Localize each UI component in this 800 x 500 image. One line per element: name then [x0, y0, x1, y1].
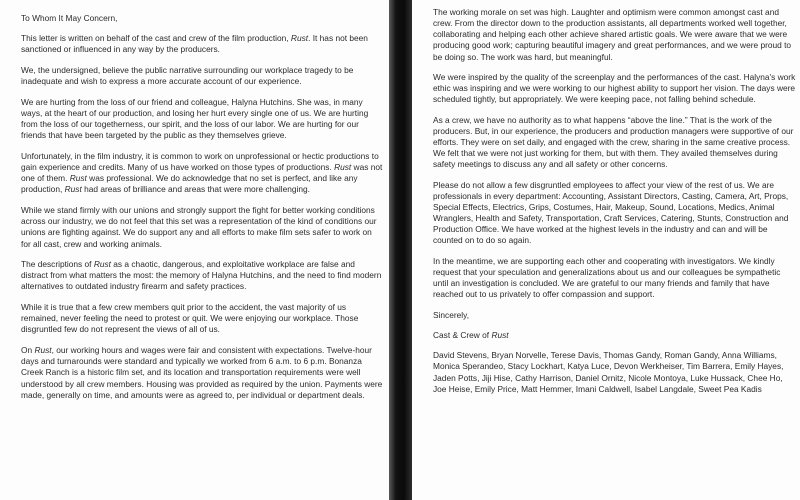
paragraph [433, 115, 796, 171]
paragraph [21, 345, 383, 401]
paragraph [21, 151, 383, 196]
paragraph-text: This letter is written on behalf of the cast and crew of the film production, [21, 33, 291, 44]
paragraph-text: As a crew, we have no authority as to what happens “above the line.” That is the work of the producers. But, in our experience, the producers and production managers were supportive of our efforts. They were on set daily, and engaged with the crew, sharing in the same creative process. We felt that we were not just working for them, but with them. They availed themselves during safety meetings to discuss any and all safety or other concerns. [433, 114, 794, 170]
paragraph-text: We were inspired by the quality of the screenplay and the performances of the cast. Halyna's work ethic was inspiring and we were working to our highest ability to support her vision. The days were scheduled tightly, but appropriately. We were keeping pace, not falling behind schedule. [433, 71, 796, 105]
film-title: Rust [69, 173, 87, 184]
paragraph-text: , our working hours and wages were fair and consistent with expectations. Twelve-hour days and turnarounds were standard and typically we worked from 6 a.m. to 6 p.m. Bonanza Creek Ranch is a historic film set, and its location and transportation requirements were well understood by all crew members. Housing was provided as required by the union. Payments were made, generally on time, and amounts were as agreed to, per individual or department deals. [21, 345, 383, 400]
paragraph [21, 65, 383, 87]
paragraph-text: was not one of them. [21, 162, 383, 184]
page-gutter [389, 0, 412, 500]
paragraph-text: was professional. We do acknowledge that no set is perfect, and like any production, [21, 173, 358, 195]
right-paragraphs [433, 7, 796, 300]
paragraph-text: Please do not allow a few disgruntled employees to affect your view of the rest of us. We are professionals in every department: Accounting, Assistant Directors, Casting, Camera, Art, Props, Special Effects, Electrics, Grips, Costumes, Hair, Makeup, Sound, Locations, Medics, Animal Wranglers, Health and Safety, Transportation, Craft Services, Catering, Stunts, Construction and Production Office. We have worked at the highest levels in the industry and can and will be counted on to do so again. [433, 179, 789, 246]
paragraph-text: . It has not been sanctioned or influenced in any way by the producers. [21, 33, 368, 55]
paragraph-text: On [21, 345, 35, 356]
paragraph [433, 180, 796, 247]
salutation: To Whom It May Concern, [21, 13, 118, 23]
paragraph [433, 7, 796, 63]
film-title: Rust [334, 162, 352, 173]
paragraph [21, 33, 383, 55]
paragraph-text: While it is true that a few crew members quit prior to the accident, the vast majority of us remained, never feeling the need to protest or quit. We were enjoying our workplace. Those disgruntled few do not represent the views of all of us. [21, 302, 359, 335]
paragraph-text: In the meantime, we are supporting each other and cooperating with investigators. We kindly request that your speculation and generalizations about us and our colleagues be sympathetic until an investigation is concluded. We are grateful to our many friends and family that have reached out to us privately to offer compassion and support. [433, 255, 781, 300]
paragraph-text: had areas of brilliance and areas that were more challenging. [81, 184, 310, 195]
signature-line [433, 330, 796, 341]
signature-prefix: Cast & Crew of [433, 329, 492, 340]
paragraph-text: The working morale on set was high. Laughter and optimism were common amongst cast and crew. From the director down to the production assistants, all departments worked well together, collaborating and helping each other achieve shared artistic goals. We were aware that we were producing good work; capturing beautiful imagery and great performances, and we were proud to be doing so. The work was hard, but meaningful. [433, 7, 792, 62]
film-title: Rust [93, 259, 111, 270]
paragraph [21, 259, 383, 292]
film-title: Rust [64, 184, 82, 195]
closing: Sincerely, [433, 309, 470, 320]
paragraph [433, 256, 796, 301]
signatories: David Stevens, Bryan Norvelle, Terese Davis, Thomas Gandy, Roman Gandy, Anna Williams, Monica Sperandeo, Stacy Lockhart, Katya Luce, Devon Werkheiser, Tim Barrera, Emily Hayes, Jaden Potts, Jiji Hise, Cathy Harrison, Daniel Ornitz, Nicole Montoya, Luke Hussack, Chee Ho, Joe Heise, Emily Price, Matt Hemmer, Imani Caldwell, Isabel Langdale, Sweet Pea Kadis [433, 350, 784, 394]
paragraph-text: The descriptions of [21, 259, 94, 270]
left-paragraphs [21, 33, 383, 401]
film-title: Rust [34, 345, 52, 356]
film-title: Rust [290, 33, 309, 44]
paragraph-text: We, the undersigned, believe the public narrative surrounding our workplace tragedy to be inadequate and wish to express a more accurate account of our experience. [21, 64, 354, 87]
paragraph [21, 302, 383, 335]
paragraph [21, 205, 383, 250]
paragraph-text: While we stand firmly with our unions and strongly support the fight for better working conditions across our industry, we do not feel that this set was a representation of the kind of conditions our unions are fighting against. We do support any and all efforts to make film sets safer to work on for all cast, crew and working animals. [21, 205, 377, 249]
page-right [412, 0, 800, 500]
paragraph-text: as a chaotic, dangerous, and exploitative workplace are false and distract from what matters the most: the memory of Halyna Hutchins, and the need to find modern alternatives to outdated industry firearm and safety practices. [21, 259, 382, 292]
paragraph-text: Unfortunately, in the film industry, it is common to work on unprofessional or hectic productions to gain experience and credits. Many of us have worked on those types of productions. [21, 150, 379, 173]
page-left [0, 0, 389, 500]
paragraph [433, 72, 796, 105]
paragraph [21, 97, 383, 142]
paragraph-text: We are hurting from the loss of our friend and colleague, Halyna Hutchins. She was, in many ways, at the heart of our production, and losing her hurt every single one of us. We are hurting from the loss of our togetherness, our spirit, and the loss of our labor. We are hurting for our friends that have been targeted by the public as they themselves grieve. [21, 96, 369, 141]
signature-title: Rust [491, 329, 509, 340]
